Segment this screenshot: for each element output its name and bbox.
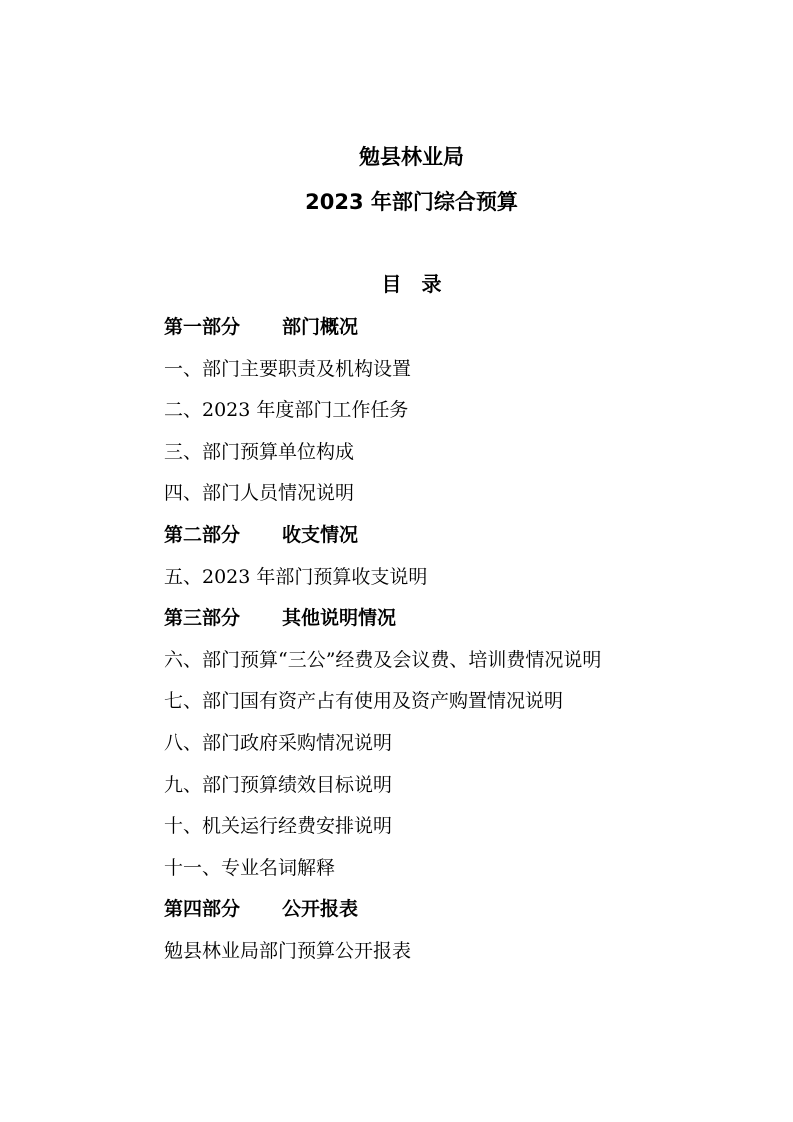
toc-part-4 xyxy=(164,892,764,934)
toc-part-label: 第一部分 xyxy=(164,316,241,338)
toc-heading xyxy=(0,269,793,299)
toc-part-title: 收支情况 xyxy=(282,523,359,546)
toc-part-3 xyxy=(164,601,764,643)
toc-item-3: 三、部门预算单位构成 xyxy=(164,440,355,463)
toc-item-11: 十一、专业名词解释 xyxy=(164,856,336,879)
toc-part-label: 第四部分 xyxy=(164,898,241,921)
toc-heading-right: 录 xyxy=(421,272,442,296)
toc-part-label: 第三部分 xyxy=(164,607,241,630)
toc-part-title: 其他说明情况 xyxy=(282,607,397,630)
toc-item-7: 七、部门国有资产占有使用及资产购置情况说明 xyxy=(164,690,564,713)
toc-part-title: 公开报表 xyxy=(282,898,359,921)
toc-heading-left: 目 xyxy=(381,272,402,296)
toc-part-label: 第二部分 xyxy=(164,523,241,546)
toc-part-2 xyxy=(164,518,764,560)
toc-item-4: 四、部门人员情况说明 xyxy=(164,482,355,505)
document-subtitle: 2023 年部门综合预算 xyxy=(305,190,518,214)
toc-item-5: 五、2023 年部门预算收支说明 xyxy=(164,565,428,588)
document-title: 勉县林业局 xyxy=(359,145,464,169)
table-of-contents xyxy=(164,310,764,976)
toc-item-1: 一、部门主要职责及机构设置 xyxy=(164,357,412,380)
toc-item-10: 十、机关运行经费安排说明 xyxy=(164,815,393,838)
toc-item-12: 勉县林业局部门预算公开报表 xyxy=(164,939,412,962)
toc-item-8: 八、部门政府采购情况说明 xyxy=(164,731,393,754)
toc-part-1 xyxy=(164,310,764,352)
toc-item-6: 六、部门预算“三公”经费及会议费、培训费情况说明 xyxy=(164,648,602,671)
toc-item-2: 二、2023 年度部门工作任务 xyxy=(164,399,409,422)
toc-part-title: 部门概况 xyxy=(282,316,359,338)
toc-item-9: 九、部门预算绩效目标说明 xyxy=(164,773,393,796)
